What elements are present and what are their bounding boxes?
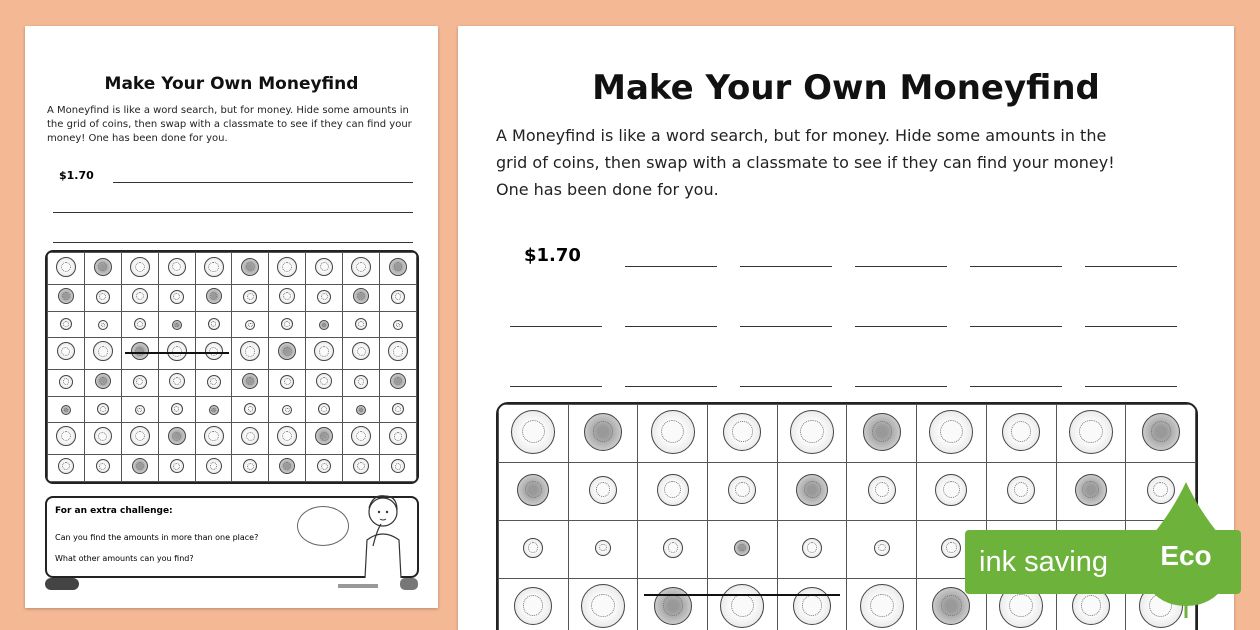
grid-cell — [306, 397, 343, 423]
grid-cell — [499, 463, 569, 521]
grid-cell — [568, 579, 638, 630]
coin-icon — [802, 538, 822, 558]
coin-icon — [98, 320, 108, 330]
grid-cell — [380, 422, 417, 454]
coin-icon — [1075, 474, 1107, 506]
grid-cell — [232, 370, 269, 397]
answer-line — [113, 199, 173, 213]
intro-text: A Moneyfind is like a word search, but for money. Hide some amounts in the grid of coins, then swap with a classmate to see if they can find your money! One has been done for you. — [47, 105, 412, 144]
coin-icon — [352, 342, 370, 360]
coin-icon — [860, 584, 904, 628]
grid-cell — [48, 454, 85, 481]
answer-lines — [53, 161, 413, 251]
coin-icon — [56, 426, 76, 446]
coin-icon — [390, 373, 406, 389]
answer-line — [623, 245, 738, 267]
coin-icon — [61, 405, 71, 415]
coin-icon — [316, 373, 332, 389]
coin-icon — [132, 288, 148, 304]
coin-icon — [863, 413, 901, 451]
grid-cell — [306, 337, 343, 369]
coin-icon — [204, 426, 224, 446]
grid-cell — [986, 463, 1056, 521]
coin-icon — [523, 538, 543, 558]
coin-icon — [243, 290, 257, 304]
grid-cell — [269, 285, 306, 312]
coin-icon — [314, 341, 334, 361]
coin-icon — [170, 459, 184, 473]
grid-cell — [84, 397, 121, 423]
coin-icon — [517, 474, 549, 506]
grid-cell — [499, 521, 569, 579]
grid-cell — [158, 454, 195, 481]
grid-cell — [777, 405, 847, 463]
grid-cell — [708, 521, 778, 579]
grid-cell — [84, 253, 121, 285]
coin-icon — [242, 373, 258, 389]
grid-cell — [343, 397, 380, 423]
grid-cell — [232, 253, 269, 285]
coin-icon — [581, 584, 625, 628]
found-amount-strike — [644, 594, 840, 596]
coin-icon — [319, 320, 329, 330]
grid-cell — [638, 405, 708, 463]
grid-cell — [380, 454, 417, 481]
coin-icon — [282, 405, 292, 415]
answer-line — [293, 229, 353, 243]
coin-icon — [353, 288, 369, 304]
worksheet-thumbnail — [25, 26, 438, 608]
grid-cell — [380, 253, 417, 285]
coin-icon — [207, 375, 221, 389]
answer-line — [738, 305, 853, 327]
grid-cell — [917, 463, 987, 521]
coin-icon — [245, 320, 255, 330]
grid-cell — [232, 337, 269, 369]
coin-icon — [241, 258, 259, 276]
coin-icon — [796, 474, 828, 506]
coin-icon — [589, 476, 617, 504]
coin-grid-large — [496, 402, 1198, 630]
answer-line — [53, 229, 113, 243]
coin-icon — [392, 403, 404, 415]
answer-line — [353, 199, 413, 213]
answer-lines — [508, 226, 1198, 406]
answer-line — [738, 365, 853, 387]
grid-cell — [343, 285, 380, 312]
answer-line — [508, 365, 623, 387]
grid-cell — [48, 253, 85, 285]
coin-icon — [874, 540, 890, 556]
grid-cell — [121, 253, 158, 285]
grid-cell — [121, 397, 158, 423]
grid-cell — [380, 337, 417, 369]
challenge-question: What other amounts can you find? — [55, 554, 194, 563]
grid-cell — [158, 253, 195, 285]
coin-icon — [58, 458, 74, 474]
coin-icon — [720, 584, 764, 628]
answer-line — [968, 305, 1083, 327]
grid-cell — [343, 454, 380, 481]
answer-line — [173, 229, 233, 243]
challenge-title: For an extra challenge: — [55, 506, 173, 516]
grid-cell — [568, 405, 638, 463]
grid-cell — [48, 370, 85, 397]
child-illustration — [351, 490, 411, 578]
page-title: Make Your Own Moneyfind — [592, 68, 1100, 108]
answer-line — [233, 199, 293, 213]
grid-cell — [269, 454, 306, 481]
answer-line — [113, 169, 173, 183]
grid-cell — [121, 285, 158, 312]
coin-icon — [584, 413, 622, 451]
grid-cell — [847, 579, 917, 630]
grid-cell — [306, 285, 343, 312]
grid-cell — [380, 312, 417, 338]
grid-cell — [121, 454, 158, 481]
coin-icon — [391, 459, 405, 473]
grid-cell — [777, 463, 847, 521]
coin-icon — [206, 458, 222, 474]
grid-cell — [269, 337, 306, 369]
coin-icon — [97, 403, 109, 415]
answer-line — [738, 245, 853, 267]
coin-icon — [279, 288, 295, 304]
grid-cell — [232, 397, 269, 423]
example-amount: $1.70 — [524, 245, 581, 266]
grid-cell — [306, 312, 343, 338]
grid-cell — [158, 397, 195, 423]
brand-logo — [45, 578, 79, 590]
coin-icon — [1069, 410, 1113, 454]
grid-cell — [269, 422, 306, 454]
grid-cell — [708, 463, 778, 521]
coin-icon — [1007, 476, 1035, 504]
coin-icon — [351, 426, 371, 446]
coin-icon — [790, 410, 834, 454]
coin-icon — [208, 318, 220, 330]
coin-icon — [663, 538, 683, 558]
answer-line — [853, 365, 968, 387]
coin-icon — [93, 341, 113, 361]
grid-cell — [343, 253, 380, 285]
grid-cell — [195, 454, 232, 481]
coin-icon — [355, 318, 367, 330]
coin-icon — [132, 458, 148, 474]
coin-icon — [60, 318, 72, 330]
coin-icon — [318, 403, 330, 415]
grid-cell — [708, 405, 778, 463]
answer-line — [853, 245, 968, 267]
coin-icon — [134, 318, 146, 330]
coin-icon — [317, 459, 331, 473]
coin-icon — [595, 540, 611, 556]
grid-cell — [638, 463, 708, 521]
grid-cell — [195, 370, 232, 397]
coin-icon — [388, 341, 408, 361]
coin-icon — [317, 290, 331, 304]
coin-icon — [941, 538, 961, 558]
coin-icon — [1142, 413, 1180, 451]
grid-cell — [232, 422, 269, 454]
grid-cell — [84, 454, 121, 481]
coin-icon — [206, 288, 222, 304]
grid-cell — [306, 370, 343, 397]
badge-label: ink saving — [979, 545, 1108, 578]
coin-icon — [135, 405, 145, 415]
coin-icon — [96, 290, 110, 304]
coin-icon — [56, 257, 76, 277]
grid-cell — [343, 422, 380, 454]
coin-icon — [168, 427, 186, 445]
grid-cell — [84, 422, 121, 454]
answer-line — [353, 229, 413, 243]
grid-cell — [380, 370, 417, 397]
grid-cell — [1126, 405, 1196, 463]
coin-icon — [734, 540, 750, 556]
answer-line — [173, 199, 233, 213]
coin-icon — [172, 320, 182, 330]
grid-cell — [568, 463, 638, 521]
coin-icon — [94, 258, 112, 276]
coin-icon — [351, 257, 371, 277]
grid-cell — [847, 521, 917, 579]
grid-cell — [48, 312, 85, 338]
coin-icon — [393, 320, 403, 330]
grid-cell — [1056, 463, 1126, 521]
grid-cell — [195, 312, 232, 338]
coin-icon — [168, 258, 186, 276]
grid-cell — [232, 312, 269, 338]
coin-icon — [94, 427, 112, 445]
answer-line — [968, 245, 1083, 267]
brand-logo — [400, 578, 418, 590]
answer-line — [113, 229, 173, 243]
coin-icon — [57, 342, 75, 360]
grid-cell — [343, 312, 380, 338]
coin-icon — [96, 459, 110, 473]
coin-icon — [133, 375, 147, 389]
coin-icon — [514, 587, 552, 625]
grid-cell — [499, 405, 569, 463]
coin-icon — [130, 426, 150, 446]
coin-icon — [243, 459, 257, 473]
coin-grid-small — [45, 250, 419, 484]
answer-line — [293, 169, 353, 183]
grid-cell — [380, 397, 417, 423]
grid-cell — [269, 397, 306, 423]
grid-cell — [269, 253, 306, 285]
grid-cell — [777, 579, 847, 630]
grid-cell — [158, 312, 195, 338]
grid-cell — [48, 397, 85, 423]
coin-icon — [58, 288, 74, 304]
grid-cell — [195, 422, 232, 454]
coin-icon — [241, 427, 259, 445]
coin-icon — [315, 427, 333, 445]
grid-cell — [1056, 405, 1126, 463]
coin-icon — [657, 474, 689, 506]
coin-icon — [354, 375, 368, 389]
grid-cell — [777, 521, 847, 579]
coin-icon — [1002, 413, 1040, 451]
coin-icon — [277, 426, 297, 446]
grid-cell — [84, 312, 121, 338]
answer-line — [173, 169, 233, 183]
answer-line — [508, 305, 623, 327]
answer-line — [1083, 305, 1198, 327]
grid-cell — [499, 579, 569, 630]
leaf-icon — [1138, 478, 1234, 618]
grid-cell — [121, 370, 158, 397]
coin-icon — [130, 257, 150, 277]
coin-icon — [170, 290, 184, 304]
coin-icon — [654, 587, 692, 625]
grid-cell — [195, 397, 232, 423]
grid-cell — [121, 422, 158, 454]
intro-line: grid of coins, then swap with a classmate to see if they can find your money! — [496, 153, 1115, 172]
grid-cell — [568, 521, 638, 579]
grid-cell — [343, 370, 380, 397]
coin-icon — [315, 258, 333, 276]
grid-cell — [269, 312, 306, 338]
answer-line — [968, 365, 1083, 387]
answer-line — [1083, 365, 1198, 387]
grid-cell — [48, 285, 85, 312]
grid-cell — [306, 454, 343, 481]
answer-line — [233, 169, 293, 183]
answer-line — [293, 199, 353, 213]
coin-icon — [280, 375, 294, 389]
challenge-question: Can you find the amounts in more than one place? — [55, 533, 259, 542]
grid-cell — [48, 422, 85, 454]
coin-icon — [240, 341, 260, 361]
eco-label: Eco — [1160, 540, 1212, 571]
grid-cell — [638, 579, 708, 630]
grid-cell — [195, 285, 232, 312]
answer-line — [353, 169, 413, 183]
grid-cell — [158, 422, 195, 454]
grid-cell — [847, 463, 917, 521]
answer-line — [623, 305, 738, 327]
grid-cell — [343, 337, 380, 369]
grid-cell — [158, 370, 195, 397]
coin-icon — [793, 587, 831, 625]
page-title: Make Your Own Moneyfind — [104, 74, 359, 94]
answer-line — [853, 305, 968, 327]
thought-cloud-icon — [297, 506, 349, 546]
coin-icon — [169, 373, 185, 389]
intro-line: A Moneyfind is like a word search, but for money. Hide some amounts in the — [496, 126, 1107, 145]
intro-line: One has been done for you. — [496, 180, 719, 199]
grid-cell — [708, 579, 778, 630]
grid-cell — [986, 405, 1056, 463]
coin-icon — [278, 342, 296, 360]
coin-icon — [929, 410, 973, 454]
coin-icon — [244, 403, 256, 415]
coin-icon — [511, 410, 555, 454]
grid-cell — [306, 253, 343, 285]
example-amount: $1.70 — [59, 169, 94, 182]
grid-cell — [48, 337, 85, 369]
coin-icon — [356, 405, 366, 415]
coin-icon — [277, 257, 297, 277]
coin-icon — [651, 410, 695, 454]
answer-line — [623, 365, 738, 387]
grid-cell — [158, 285, 195, 312]
grid-cell — [380, 285, 417, 312]
footer-url — [338, 584, 378, 588]
grid-cell — [269, 370, 306, 397]
grid-cell — [917, 405, 987, 463]
grid-cell — [84, 285, 121, 312]
intro-text — [496, 122, 1210, 203]
coin-icon — [389, 258, 407, 276]
answer-line — [53, 199, 113, 213]
coin-icon — [209, 405, 219, 415]
grid-cell — [121, 312, 158, 338]
coin-icon — [868, 476, 896, 504]
grid-cell — [638, 521, 708, 579]
coin-icon — [204, 257, 224, 277]
coin-icon — [723, 413, 761, 451]
coin-icon — [279, 458, 295, 474]
answer-line — [1083, 245, 1198, 267]
coin-icon — [391, 290, 405, 304]
grid-cell — [306, 422, 343, 454]
grid-cell — [847, 405, 917, 463]
coin-icon — [389, 427, 407, 445]
grid-cell — [195, 253, 232, 285]
found-amount-strike — [125, 352, 229, 354]
answer-line — [233, 229, 293, 243]
coin-icon — [353, 458, 369, 474]
grid-cell — [84, 370, 121, 397]
grid-cell — [232, 285, 269, 312]
coin-icon — [59, 375, 73, 389]
coin-icon — [171, 403, 183, 415]
coin-icon — [935, 474, 967, 506]
challenge-box — [45, 496, 419, 578]
grid-cell — [232, 454, 269, 481]
coin-icon — [95, 373, 111, 389]
coin-icon — [728, 476, 756, 504]
coin-icon — [281, 318, 293, 330]
grid-cell — [84, 337, 121, 369]
